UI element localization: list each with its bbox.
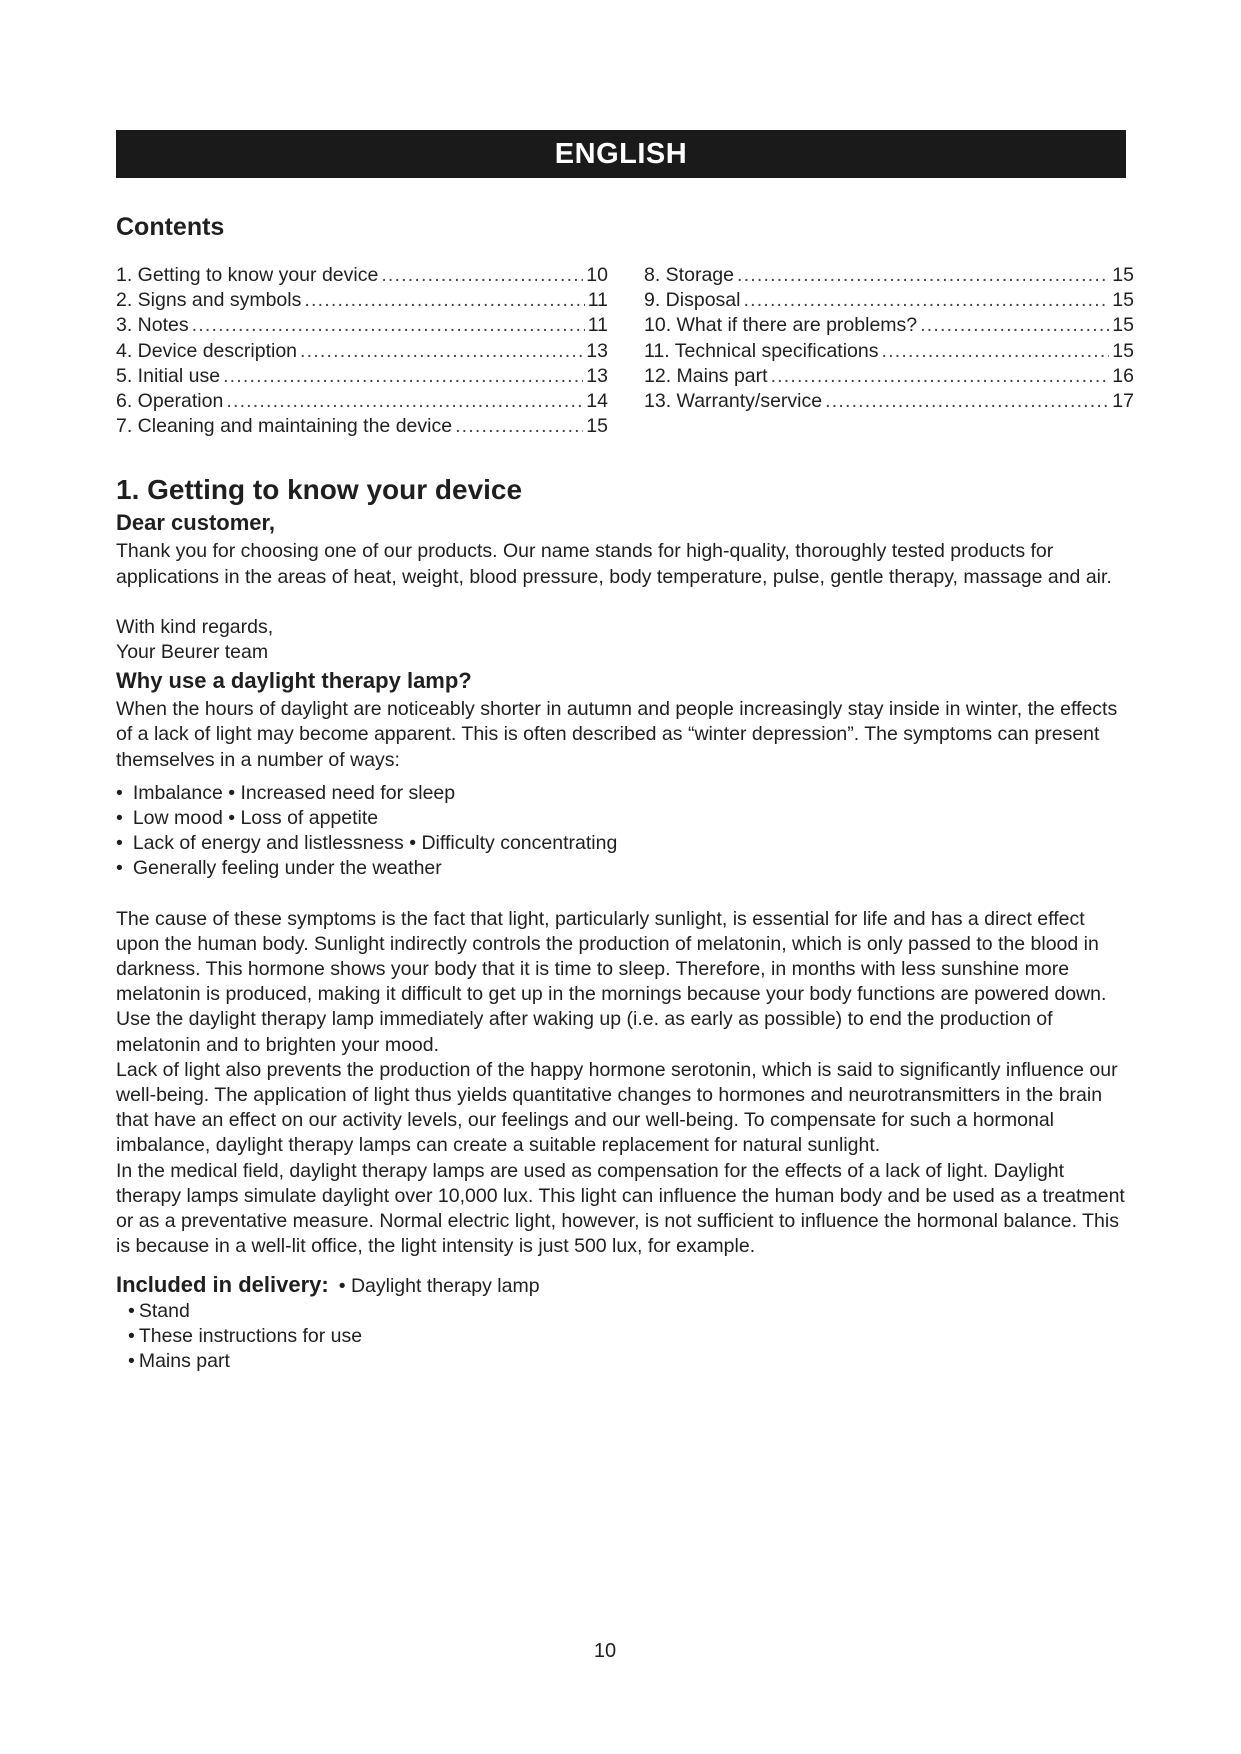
toc-entry[interactable] bbox=[644, 313, 1134, 338]
toc-entry-page: 17 bbox=[1112, 390, 1134, 413]
toc-entry[interactable] bbox=[116, 414, 608, 439]
page bbox=[116, 130, 1134, 1374]
toc-leader bbox=[455, 414, 583, 439]
toc-leader bbox=[192, 313, 585, 338]
toc-entry-page: 11 bbox=[587, 289, 608, 312]
toc-entry-page: 10 bbox=[586, 264, 608, 286]
toc-leader bbox=[882, 339, 1110, 364]
toc-entry-label: 4. Device description bbox=[116, 339, 298, 362]
why-paragraph: When the hours of daylight are noticeably shorter in autumn and people increasingly stay inside in winter, the effects of a lack of light may become apparent. This is often described as “winter depression”. The symptoms can present themselves in a number of ways: bbox=[116, 698, 1118, 771]
toc-leader bbox=[920, 313, 1109, 338]
toc-entry[interactable] bbox=[644, 263, 1134, 288]
toc-column-left bbox=[116, 263, 608, 439]
toc-entry-label: 7. Cleaning and maintaining the device bbox=[116, 415, 453, 438]
cause-paragraph-1: The cause of these symptoms is the fact that light, particularly sunlight, is essential for life and has a direct effect upon the human body. Sunlight indirectly controls the production of melatonin, which is only passed to the blood in darkness. This hormone shows your body that it is time to sleep. Therefore, in months with less sunshine more melatonin is produced, making it difficult to get up in the mornings because your body functions are powered down. Use the daylight therapy lamp immediately after waking up (i.e. as early as possible) to end the production of melatonin and to brighten your mood. bbox=[116, 907, 1107, 1056]
list-item: • Lack of energy and listlessness • Difficulty concentrating bbox=[116, 831, 1126, 856]
toc-entry-page: 15 bbox=[1112, 289, 1134, 312]
toc-entry-page: 14 bbox=[586, 390, 608, 413]
toc-entry-page: 16 bbox=[1112, 364, 1134, 387]
delivery-list bbox=[116, 1299, 1126, 1375]
toc-leader bbox=[226, 389, 583, 414]
toc-entry-label: 5. Initial use bbox=[116, 364, 221, 387]
table-of-contents bbox=[116, 263, 1134, 439]
toc-entry-label: 3. Notes bbox=[116, 314, 189, 337]
list-item: • Stand bbox=[128, 1299, 1126, 1324]
toc-entry-label: 8. Storage bbox=[644, 264, 734, 286]
toc-entry-page: 15 bbox=[1112, 339, 1134, 362]
contents-title: Contents bbox=[116, 213, 225, 241]
toc-leader bbox=[223, 364, 583, 389]
toc-entry-label: 1. Getting to know your device bbox=[116, 264, 379, 286]
toc-entry[interactable] bbox=[644, 389, 1134, 414]
list-item: • Mains part bbox=[128, 1349, 1126, 1374]
delivery-first-item: • Daylight therapy lamp bbox=[338, 1274, 540, 1297]
toc-entry-label: 6. Operation bbox=[116, 390, 224, 413]
toc-entry-label: 2. Signs and symbols bbox=[116, 289, 302, 312]
intro-paragraph: Thank you for choosing one of our products. Our name stands for high-quality, thoroughly tested products for applications in the areas of heat, weight, blood pressure, body temperature, pulse, gentle therapy, massage and air. bbox=[116, 540, 1112, 588]
list-item: • Imbalance • Increased need for sleep bbox=[116, 781, 1126, 806]
team-line: Your Beurer team bbox=[116, 641, 269, 664]
toc-entry[interactable] bbox=[644, 288, 1134, 313]
toc-entry-page: 15 bbox=[1112, 314, 1134, 337]
toc-entry-label: 10. What if there are problems? bbox=[644, 314, 918, 337]
toc-entry-label: 11. Technical specifications bbox=[644, 339, 879, 362]
toc-entry[interactable] bbox=[116, 339, 608, 364]
toc-entry-page: 15 bbox=[1112, 264, 1134, 286]
section-1-title: 1. Getting to know your device bbox=[116, 474, 523, 506]
toc-leader bbox=[304, 288, 584, 313]
list-item: • These instructions for use bbox=[128, 1324, 1126, 1349]
toc-entry[interactable] bbox=[644, 364, 1134, 389]
delivery-header bbox=[116, 1272, 1126, 1299]
toc-leader bbox=[743, 288, 1109, 313]
toc-entry[interactable] bbox=[116, 364, 608, 389]
delivery-label: Included in delivery: bbox=[116, 1271, 329, 1297]
cause-paragraph-3: In the medical field, daylight therapy lamps are used as compensation for the effects of a lack of light. Daylight therapy lamps simulate daylight over 10,000 lux. This light can influence the human body and be used as a treatment or as a preventative measure. Normal electric light, however, is not sufficient to influence the hormonal balance. This is because in a well-lit office, the light intensity is just 500 lux, for example. bbox=[116, 1159, 1125, 1258]
language-label: ENGLISH bbox=[554, 137, 688, 170]
toc-entry[interactable] bbox=[644, 339, 1134, 364]
toc-leader bbox=[825, 389, 1109, 414]
why-heading: Why use a daylight therapy lamp? bbox=[116, 668, 472, 694]
toc-leader bbox=[381, 263, 583, 288]
toc-entry[interactable] bbox=[116, 313, 608, 338]
language-banner bbox=[116, 130, 1126, 178]
toc-entry[interactable] bbox=[116, 263, 608, 288]
page-number: 10 bbox=[593, 1640, 617, 1662]
toc-entry-page: 15 bbox=[586, 415, 608, 438]
toc-entry[interactable] bbox=[116, 389, 608, 414]
toc-entry-page: 11 bbox=[587, 314, 608, 337]
toc-entry[interactable] bbox=[116, 288, 608, 313]
toc-entry-label: 12. Mains part bbox=[644, 364, 768, 387]
toc-entry-page: 13 bbox=[586, 339, 608, 362]
toc-leader bbox=[771, 364, 1110, 389]
toc-column-right bbox=[644, 263, 1134, 439]
regards-line: With kind regards, bbox=[116, 615, 274, 638]
cause-paragraph-2: Lack of light also prevents the production of the happy hormone serotonin, which is said to significantly influence our well-being. The application of light thus yields quantitative changes to hormones and neurotransmitters in the brain that have an effect on our activity levels, our feelings and our well-being. To compensate for such a hormonal imbalance, daylight therapy lamps can create a suitable replacement for natural sunlight. bbox=[116, 1058, 1118, 1157]
toc-leader bbox=[300, 339, 583, 364]
list-item: • Low mood • Loss of appetite bbox=[116, 806, 1126, 831]
list-item: • Generally feeling under the weather bbox=[116, 856, 1126, 881]
toc-entry-page: 13 bbox=[586, 364, 608, 387]
toc-entry-label: 13. Warranty/service bbox=[644, 390, 823, 413]
toc-entry-label: 9. Disposal bbox=[644, 289, 741, 312]
toc-leader bbox=[737, 263, 1109, 288]
symptom-list bbox=[116, 781, 1126, 882]
greeting-heading: Dear customer, bbox=[116, 510, 275, 536]
